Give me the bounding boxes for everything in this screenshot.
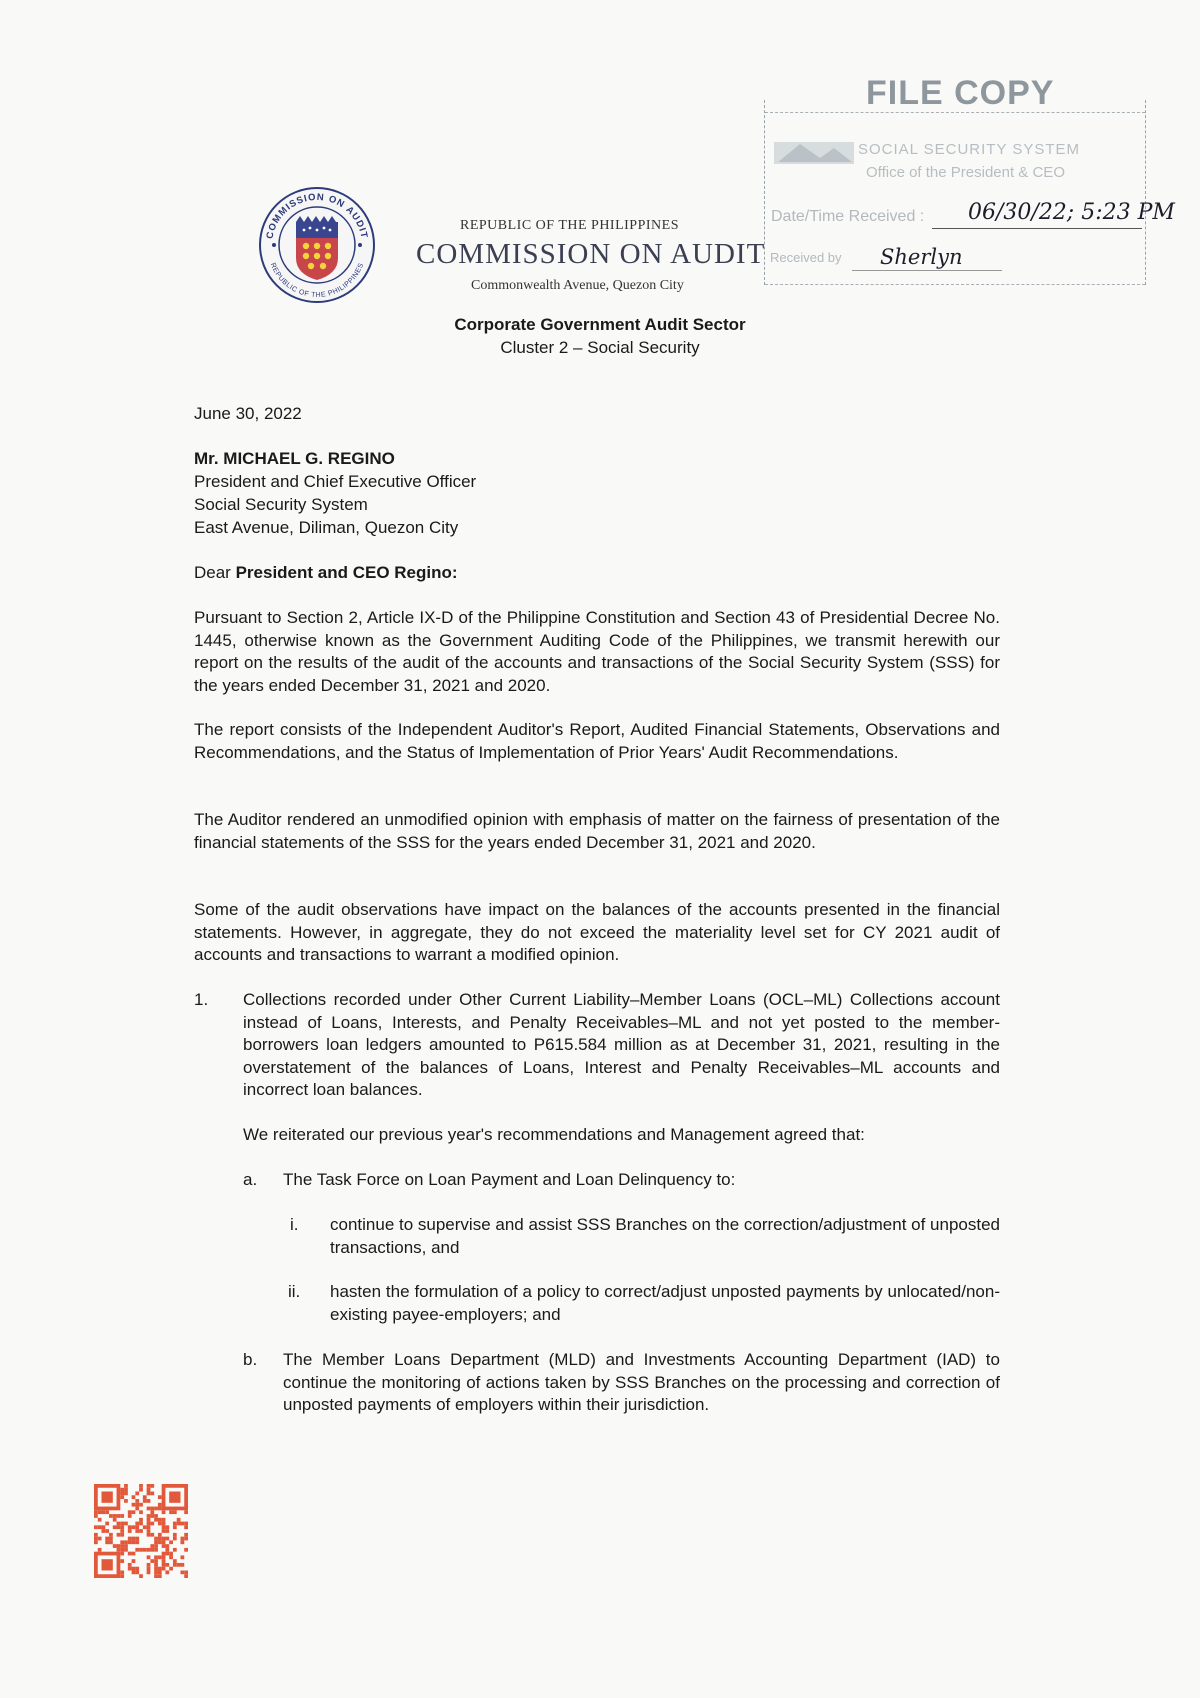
item-1a-ii-text: hasten the formulation of a policy to correct/adjust unposted payments by unlocated/non-existing payee-employers; and [330, 1282, 1000, 1324]
item-1b-text: The Member Loans Department (MLD) and Investments Accounting Department (IAD) to continue the monitoring of actions taken by SSS Branches on the processing and correction of unposted payments of employers within their jurisdiction. [283, 1350, 1000, 1414]
salutation-prefix: Dear [194, 563, 236, 582]
stamp-received-signature: Sherlyn [880, 245, 963, 269]
paragraph-2: The report consists of the Independent Auditor's Report, Audited Financial Statements, Observations and Recommendations, and the Status of Implementation of Prior Years' Audit Recommendations. [194, 720, 1000, 762]
salutation [194, 562, 458, 585]
recipient-title: President and Chief Executive Officer [194, 472, 477, 491]
item-1-number: 1. [194, 990, 209, 1009]
stamp-date-label: Date/Time Received : [771, 208, 925, 225]
stamp-office: Office of the President & CEO [866, 164, 1065, 181]
recipient-name: Mr. MICHAEL G. REGINO [194, 449, 395, 468]
letter-date: June 30, 2022 [194, 404, 302, 423]
recipient-org: Social Security System [194, 495, 368, 514]
letterhead-agency: COMMISSION ON AUDIT [416, 238, 766, 270]
seal-bottom-text: REPUBLIC OF THE PHILIPPINES [268, 262, 366, 300]
item-1a-ii-label: ii. [288, 1282, 301, 1301]
sss-stamp-logo-icon [774, 138, 856, 168]
item-1-reiteration: We reiterated our previous year's recommendations and Management agreed that: [243, 1125, 865, 1144]
stamp-date-line [932, 228, 1142, 229]
paragraph-4: Some of the audit observations have impact on the balances of the accounts presented in the financial statements. However, in aggregate, they do not exceed the materiality level set for CY 2021 audit of accounts and transactions to warrant a modified opinion. [194, 900, 1000, 964]
letterhead-address: Commonwealth Avenue, Quezon City [471, 278, 684, 293]
salutation-name: President and CEO Regino: [235, 563, 458, 582]
letterhead-sector: Corporate Government Audit Sector [454, 315, 746, 334]
item-1-text: Collections recorded under Other Current Liability–Member Loans (OCL–ML) Collections account instead of Loans, Interests, and Penalty Receivables–ML and not yet posted to the member-borrowers loan ledgers amounted to P615.584 million as at December 31, 2021, resulting in the overstatement of the balances of Loans, Interest and Penalty Receivables–ML accounts and incorrect loan balances. [243, 990, 1000, 1099]
recipient-address: East Avenue, Diliman, Quezon City [194, 518, 459, 537]
item-1a-text: The Task Force on Loan Payment and Loan Delinquency to: [283, 1170, 736, 1189]
file-copy-stamp-title: FILE COPY [866, 74, 1055, 112]
letterhead-cluster: Cluster 2 – Social Security [500, 338, 700, 357]
stamp-received-line [852, 270, 1002, 271]
stamp-received-label: Received by [770, 250, 842, 265]
letterhead-republic: REPUBLIC OF THE PHILIPPINES [460, 218, 679, 233]
item-1a-i-label: i. [290, 1215, 299, 1234]
qr-code-icon [94, 1484, 188, 1578]
item-1a-i-text: continue to supervise and assist SSS Branches on the correction/adjustment of unposted transactions, and [330, 1215, 1001, 1257]
paragraph-1: Pursuant to Section 2, Article IX-D of the Philippine Constitution and Section 43 of Presidential Decree No. 1445, otherwise known as the Government Auditing Code of the Philippines, we transmit herewith our report on the results of the audit of the accounts and transactions of the Social Security System (SSS) for the years ended December 31, 2021 and 2020. [194, 608, 1000, 695]
item-1a-label: a. [243, 1170, 258, 1189]
item-1b-label: b. [243, 1350, 258, 1369]
paragraph-3: The Auditor rendered an unmodified opinion with emphasis of matter on the fairness of presentation of the financial statements of the SSS for the years ended December 31, 2021 and 2020. [194, 810, 1000, 852]
seal-top-text: COMMISSION ON AUDIT [264, 191, 370, 240]
stamp-date-value: 06/30/22; 5:23 PM [968, 200, 1175, 225]
stamp-agency: SOCIAL SECURITY SYSTEM [858, 141, 1081, 158]
coa-seal-icon [258, 186, 376, 304]
